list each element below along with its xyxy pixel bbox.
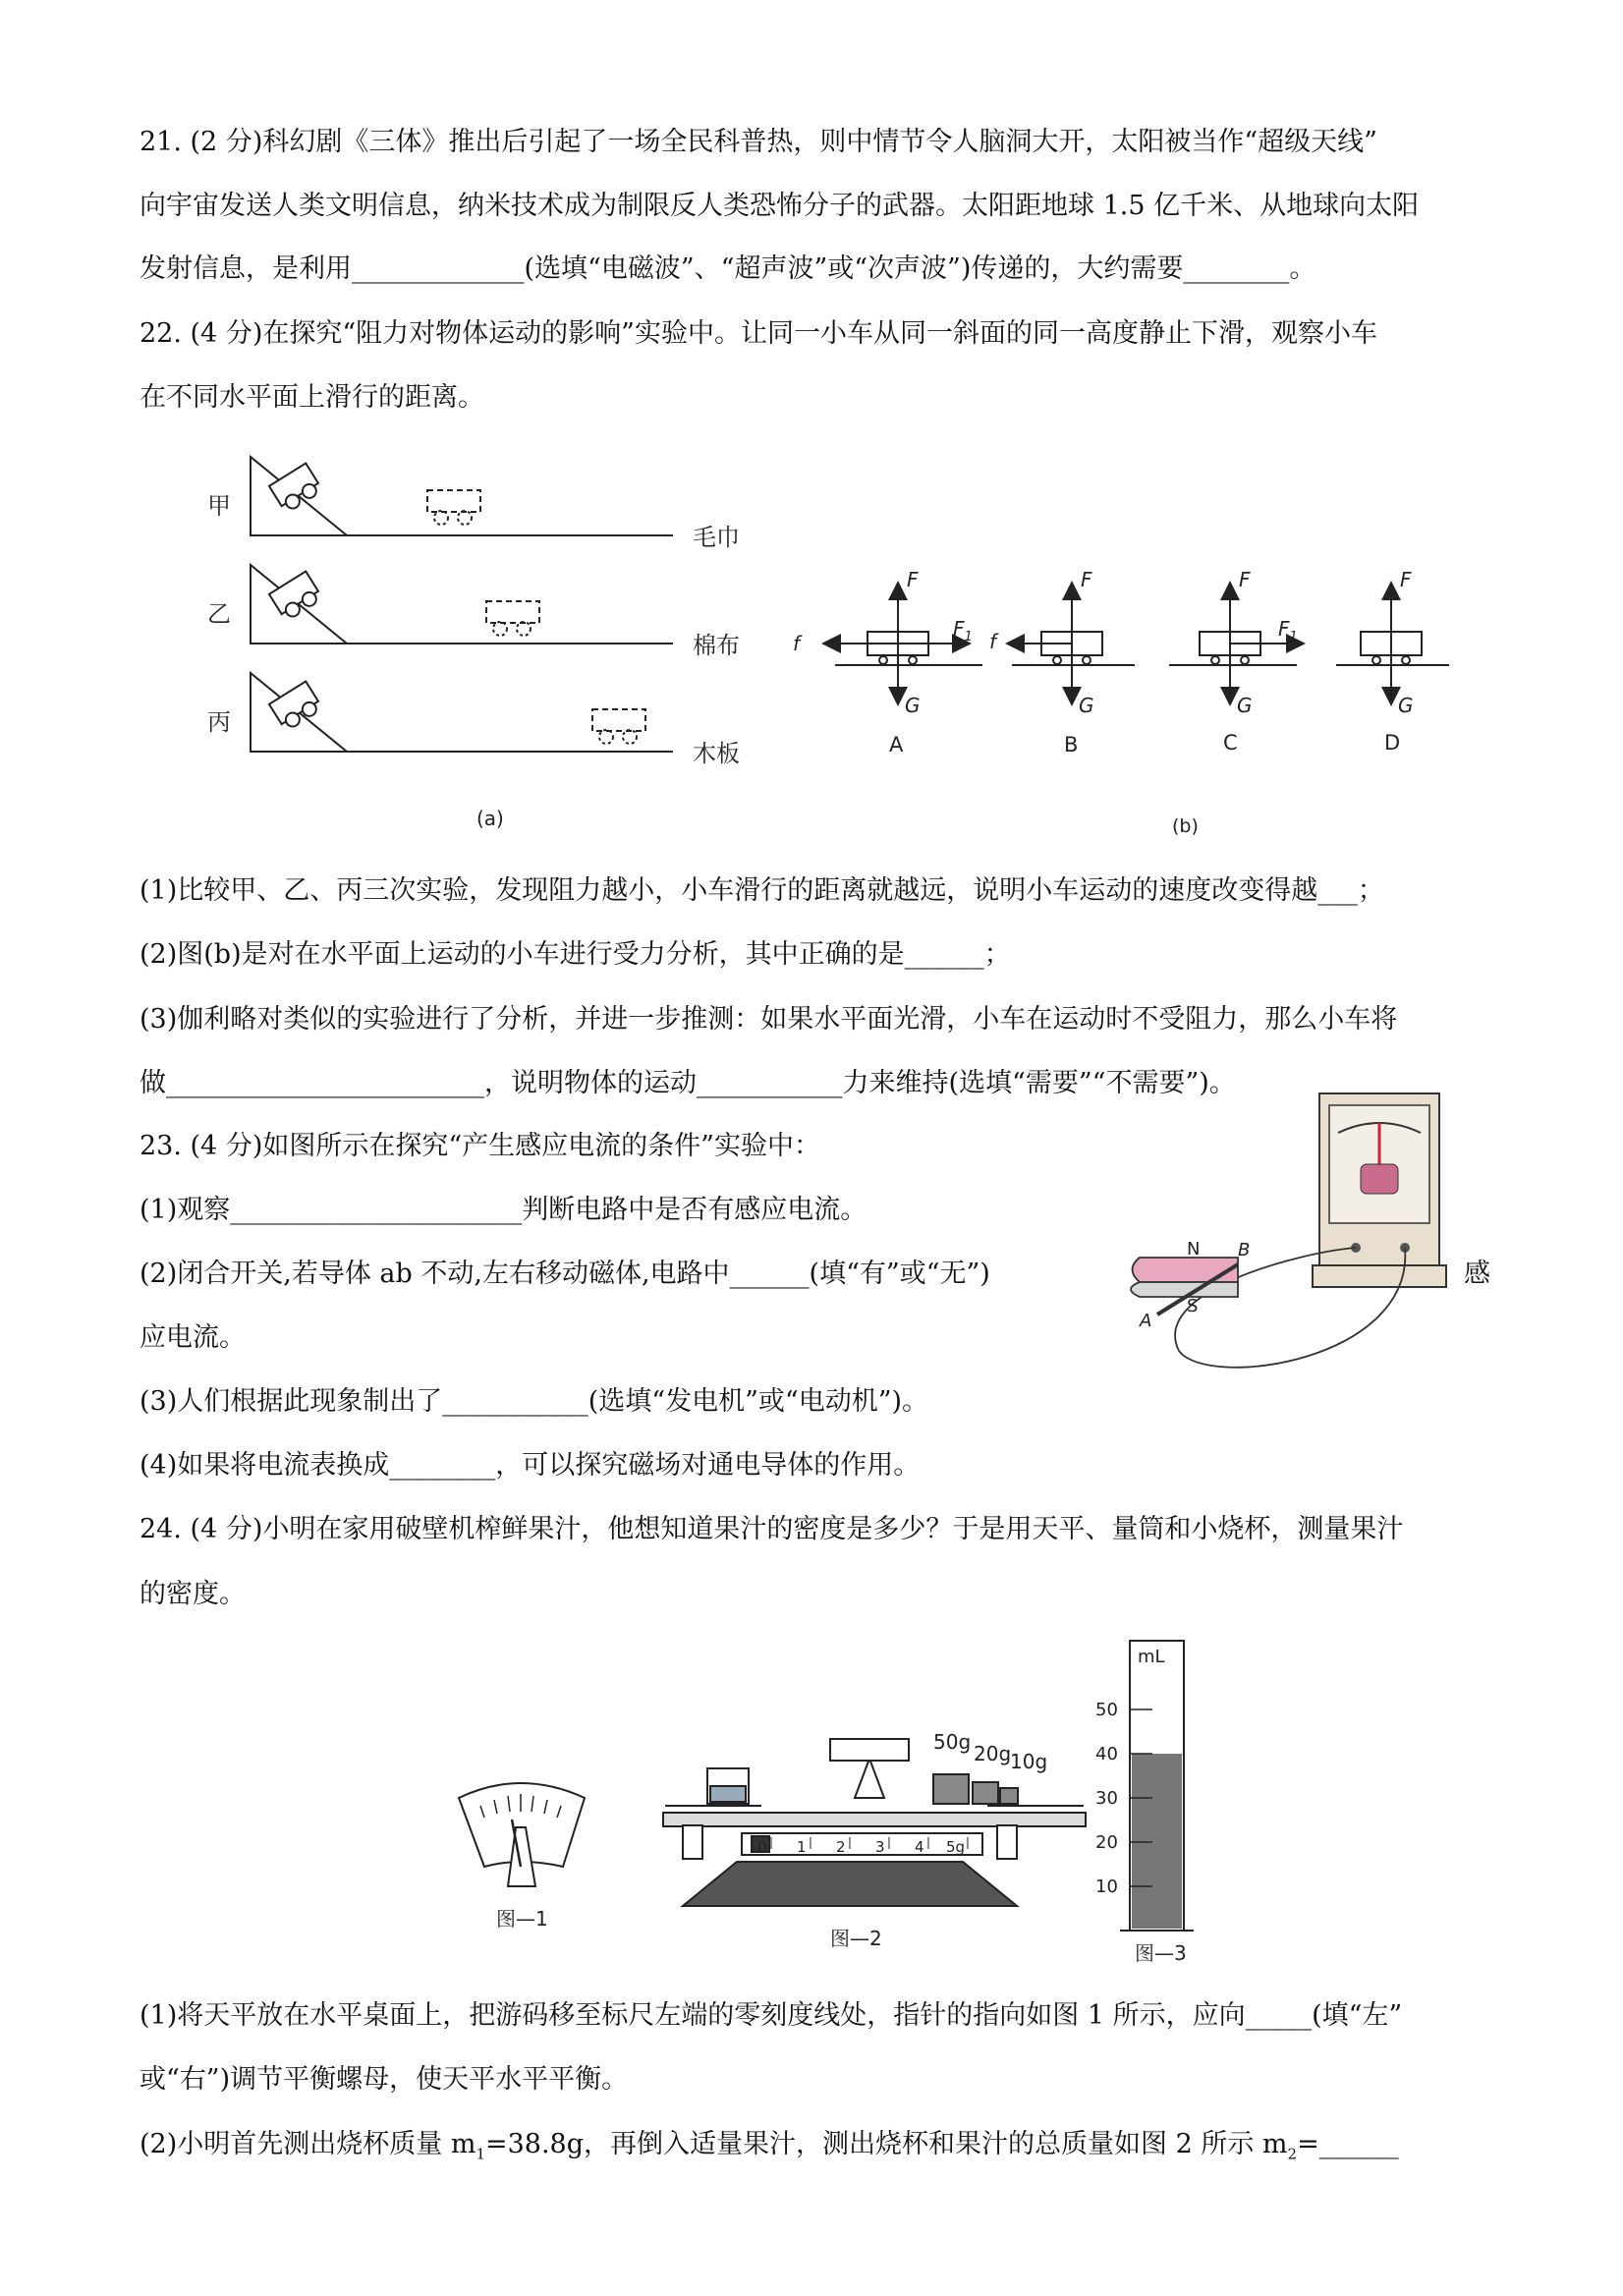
scale-mark-4: 4 — [915, 1838, 924, 1856]
row-label-jia: 甲 — [207, 492, 231, 520]
q21-line-2: 向宇宙发送人类文明信息，纳米技术成为制限反人类恐怖分子的武器。太阳距地球 1.5 亿千米、从地球向太阳 — [140, 191, 1420, 221]
q24-sub-2-suffix: =______ — [1297, 2129, 1399, 2159]
conductor-label-A: A — [1140, 1311, 1152, 1331]
cylinder-mark-20: 20 — [1095, 1832, 1118, 1853]
q23-sub-1: (1)观察______________________判断电路中是否有感应电流。 — [140, 1195, 867, 1225]
option-A: A — [889, 733, 904, 756]
q23-sub-2-line-2: 应电流。 — [140, 1322, 246, 1353]
surface-label-towel: 毛巾 — [693, 524, 740, 551]
force-label-G-a: G — [905, 694, 921, 717]
force-label-F1-c: $F_1$ — [1278, 617, 1298, 644]
q23-sub-2-tail: 感 — [1464, 1259, 1490, 1289]
q23-sub-3: (3)人们根据此现象制出了___________(选填“发电机”或“电动机”)。 — [140, 1386, 929, 1417]
q22-sub-3-line-1: (3)伽利略对类似的实验进行了分析，并进一步推测：如果水平面光滑，小车在运动时不受阻力，那么小车将 — [140, 1004, 1398, 1035]
scale-mark-1: 1 — [797, 1838, 807, 1856]
weight-50g: 50g — [933, 1730, 972, 1754]
figure-a-caption: (a) — [476, 807, 504, 830]
row-label-bing: 丙 — [207, 708, 231, 736]
weight-10g: 10g — [1010, 1750, 1048, 1773]
scale-mark-0: 0 — [757, 1838, 767, 1856]
q22-line-1: 22. (4 分)在探究“阻力对物体运动的影响”实验中。让同一小车从同一斜面的同一高度静止下滑，观察小车 — [140, 318, 1377, 349]
cylinder-mark-40: 40 — [1095, 1744, 1118, 1764]
scale-mark-3: 3 — [875, 1838, 885, 1856]
force-label-G-b: G — [1079, 694, 1094, 717]
q24-line-1: 24. (4 分)小明在家用破壁机榨鲜果汁，他想知道果汁的密度是多少？于是用天平、量筒和小烧杯，测量果汁 — [140, 1514, 1404, 1544]
cylinder-mark-50: 50 — [1095, 1700, 1118, 1720]
cylinder-mark-30: 30 — [1095, 1788, 1118, 1809]
weight-20g: 20g — [974, 1742, 1012, 1765]
figure-b-caption: (b) — [1172, 815, 1199, 837]
q23-sub-2: (2)闭合开关,若导体 ab 不动,左右移动磁体,电路中______(填“有”或“无”) — [140, 1259, 990, 1289]
q24-sub-1-line-1: (1)将天平放在水平桌面上，把游码移至标尺左端的零刻度线处，指针的指向如图 1 所示，应向_____(填“左” — [140, 2000, 1403, 2031]
option-C: C — [1223, 731, 1238, 755]
conductor-label-B: B — [1238, 1240, 1251, 1260]
option-D: D — [1384, 731, 1401, 755]
row-label-yi: 乙 — [207, 600, 231, 628]
scale-mark-5g: 5g — [946, 1838, 966, 1856]
m1-subscript: 1 — [476, 2145, 485, 2163]
q24-sub-1-line-2: 或“右”)调节平衡螺母，使天平水平平衡。 — [140, 2064, 629, 2095]
q21-line-3: 发射信息，是利用_____________(选填“电磁波”、“超声波”或“次声波”)传递的，大约需要________。 — [140, 253, 1316, 284]
m2-subscript: 2 — [1287, 2145, 1298, 2163]
force-label-F-b: F — [1081, 568, 1092, 591]
force-label-G-d: G — [1398, 694, 1414, 717]
force-label-F-c: F — [1239, 568, 1251, 591]
magnet-label-S: S — [1187, 1296, 1199, 1316]
cylinder-unit: mL — [1138, 1647, 1165, 1667]
force-label-f-a: f — [793, 632, 801, 655]
figure-a-incline-experiments — [201, 447, 771, 840]
figure-3-caption: 图—3 — [1135, 1941, 1187, 1965]
q23-line-1: 23. (4 分)如图所示在探究“产生感应电流的条件”实验中： — [140, 1131, 820, 1161]
magnet-label-N: N — [1187, 1239, 1201, 1260]
surface-label-board: 木板 — [693, 740, 740, 767]
force-label-f-b: f — [989, 630, 997, 653]
scale-mark-2: 2 — [836, 1838, 846, 1856]
q24-sub-2-mid: =38.8g，再倒入适量果汁，测出烧杯和果汁的总质量如图 2 所示 m — [484, 2129, 1288, 2159]
force-label-F-a: F — [907, 568, 919, 591]
q23-sub-4: (4)如果将电流表换成________，可以探究磁场对通电导体的作用。 — [140, 1450, 921, 1481]
force-label-F1-a: $F_1$ — [953, 617, 973, 644]
q24-sub-2-prefix: (2)小明首先测出烧杯质量 m — [140, 2129, 476, 2159]
q24-sub-2 — [140, 2128, 1399, 2170]
q24-line-2: 的密度。 — [140, 1579, 246, 1609]
figure-b-force-diagrams — [781, 555, 1469, 850]
q22-line-2: 在不同水平面上滑行的距离。 — [140, 382, 484, 413]
q22-sub-1: (1)比较甲、乙、丙三次实验，发现阻力越小，小车滑行的距离就越远，说明小车运动的速度改变得越___； — [140, 875, 1384, 906]
q22-sub-2: (2)图(b)是对在水平面上运动的小车进行受力分析，其中正确的是______； — [140, 939, 1011, 970]
force-label-F-d: F — [1400, 568, 1412, 591]
surface-label-cotton: 棉布 — [693, 632, 740, 659]
q21-line-1: 21. (2 分)科幻剧《三体》推出后引起了一场全民科普热，则中情节令人脑洞大开，太阳被当作“超级天线” — [140, 127, 1377, 157]
force-label-G-c: G — [1237, 694, 1253, 717]
figure-balance-and-cylinder — [447, 1631, 1253, 1965]
figure-2-caption: 图—2 — [830, 1927, 882, 1950]
figure-1-caption: 图—1 — [496, 1907, 548, 1931]
q22-sub-3-line-2: 做________________________，说明物体的运动___________力来维持(选填“需要”“不需要”)。 — [140, 1068, 1236, 1098]
figure-induction-apparatus — [1120, 1086, 1459, 1380]
option-B: B — [1064, 733, 1079, 756]
cylinder-mark-10: 10 — [1095, 1876, 1118, 1897]
